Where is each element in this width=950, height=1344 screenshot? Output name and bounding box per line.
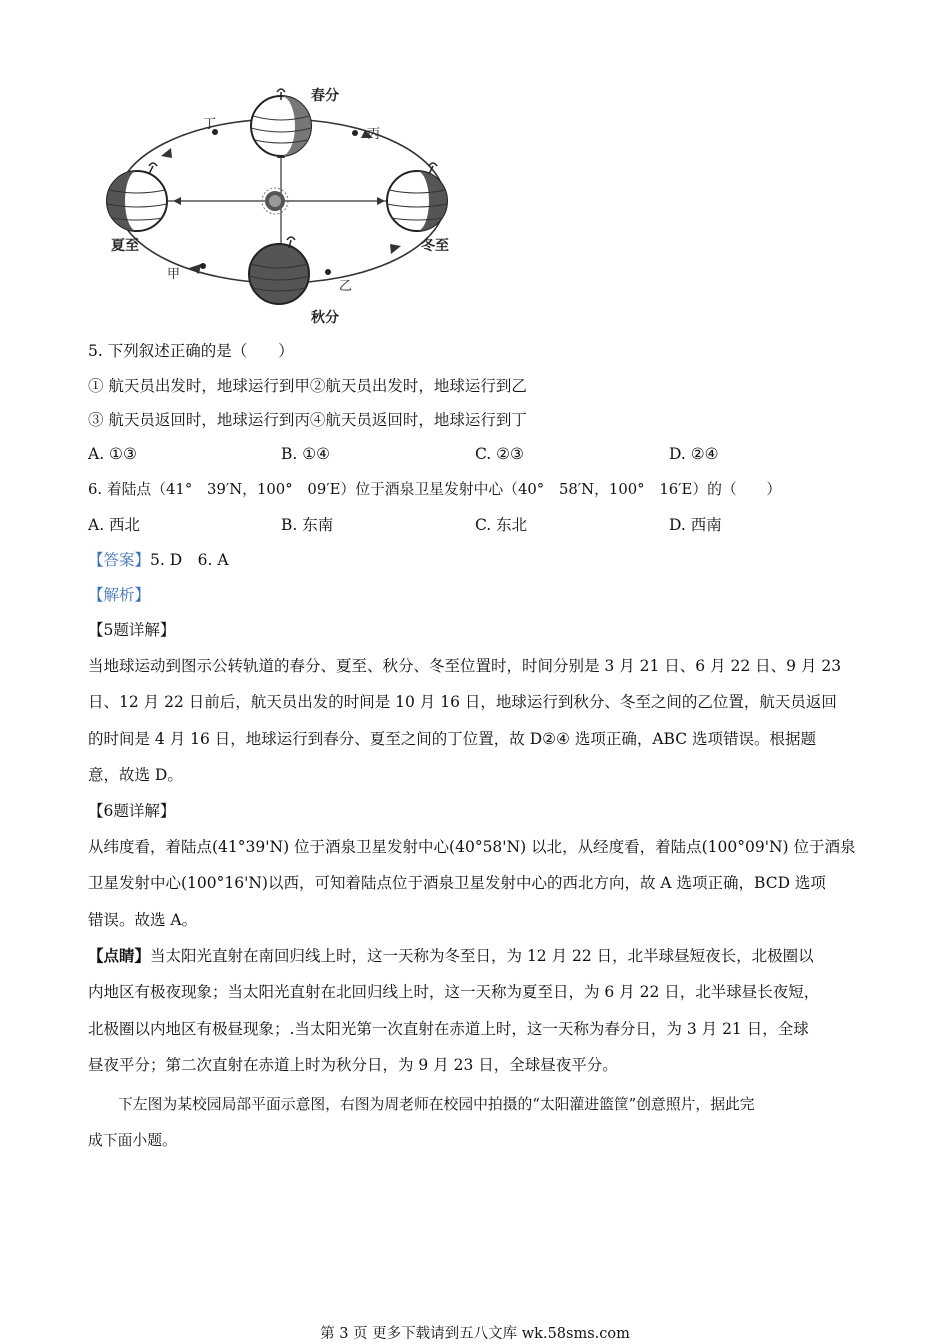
label-bing: 丙 <box>367 127 381 142</box>
q5-stem: 5. 下列叙述正确的是（ ） <box>88 342 294 360</box>
earth-orbit-diagram <box>95 78 475 328</box>
autumn-equinox-globe <box>249 237 309 304</box>
q5-option-c: C. ②③ <box>475 445 524 463</box>
detail6-line-1: 从纬度看，着陆点(41°39'N) 位于酒泉卫星发射中心(40°58'N) 以北，从经度看，着陆点(100°09'N) 位于酒泉 <box>88 838 856 856</box>
answer-line <box>88 550 229 570</box>
label-spring: 春分 <box>311 88 339 104</box>
answer-text: 5. D 6. A <box>150 551 229 569</box>
winter-solstice-globe <box>387 163 447 231</box>
label-winter: 冬至 <box>421 238 449 254</box>
q5-option-a: A. ①③ <box>88 445 137 463</box>
q5-statement-2: ③ 航天员返回时，地球运行到丙④航天员返回时，地球运行到丁 <box>88 411 527 429</box>
detail5-line-1: 当地球运动到图示公转轨道的春分、夏至、秋分、冬至位置时，时间分别是 3 月 21 日、6 月 22 日、9 月 23 <box>88 657 842 675</box>
q6-option-a: A. 西北 <box>88 516 141 534</box>
detail5-line-2: 日、12 月 22 日前后，航天员出发的时间是 10 月 16 日，地球运行到秋分、冬至之间的乙位置，航天员返回 <box>88 693 837 711</box>
tip-line-2: 内地区有极夜现象；当太阳光直射在北回归线上时，这一天称为夏至日，为 6 月 22 日，北半球昼长夜短， <box>88 983 820 1001</box>
tip-line-4: 昼夜平分；第二次直射在赤道上时为秋分日，为 9 月 23 日，全球昼夜平分。 <box>88 1056 618 1074</box>
sun-icon <box>262 188 288 214</box>
detail5-line-3: 的时间是 4 月 16 日，地球运行到春分、夏至之间的丁位置，故 D②④ 选项正确，ABC 选项错误。根据题 <box>88 730 817 748</box>
q6-option-c: C. 东北 <box>475 516 528 534</box>
page-footer: 第 3 页 更多下载请到五八文库 wk.58sms.com <box>320 1326 630 1342</box>
label-autumn: 秋分 <box>311 310 339 326</box>
detail5-heading: 【5题详解】 <box>88 621 176 639</box>
tip-line-1 <box>88 946 814 966</box>
label-summer: 夏至 <box>111 238 139 254</box>
analysis-tag: 【解析】 <box>88 586 151 604</box>
label-jia: 甲 <box>167 267 181 282</box>
next-intro-line-2: 成下面小题。 <box>88 1132 177 1149</box>
next-intro-line-1: 下左图为某校园局部平面示意图，右图为周老师在校园中拍摄的“太阳灌进篮筐”创意照片，据此完 <box>118 1096 755 1113</box>
answer-tag: 【答案】 <box>88 551 151 569</box>
detail5-line-4: 意，故选 D。 <box>88 766 183 784</box>
detail6-line-3: 错误。故选 A。 <box>88 911 198 929</box>
detail6-line-2: 卫星发射中心(100°16'N)以西，可知着陆点位于酒泉卫星发射中心的西北方向，故 A 选项正确，BCD 选项 <box>88 874 826 892</box>
label-ding: 丁 <box>203 117 217 132</box>
spring-equinox-globe <box>251 89 311 156</box>
q6-option-b: B. 东南 <box>281 516 334 534</box>
label-yi: 乙 <box>339 279 353 294</box>
tip-first: 当太阳光直射在南回归线上时，这一天称为冬至日，为 12 月 22 日，北半球昼短夜长，北极圈以 <box>150 947 814 965</box>
q5-option-b: B. ①④ <box>281 445 331 463</box>
q5-statement-1: ① 航天员出发时，地球运行到甲②航天员出发时，地球运行到乙 <box>88 377 527 395</box>
tip-tag: 【点睛】 <box>88 946 151 965</box>
detail6-heading: 【6题详解】 <box>88 802 176 820</box>
q6-option-d: D. 西南 <box>669 516 722 534</box>
tip-line-3: 北极圈以内地区有极昼现象；.当太阳光第一次直射在赤道上时，这一天称为春分日，为 3 月 21 日，全球 <box>88 1020 809 1038</box>
summer-solstice-globe <box>107 163 167 231</box>
q6-stem: 6. 着陆点（41° 39′N，100° 09′E）位于酒泉卫星发射中心（40° 58′N，100° 16′E）的（ ） <box>88 481 782 498</box>
q5-option-d: D. ②④ <box>669 445 719 463</box>
